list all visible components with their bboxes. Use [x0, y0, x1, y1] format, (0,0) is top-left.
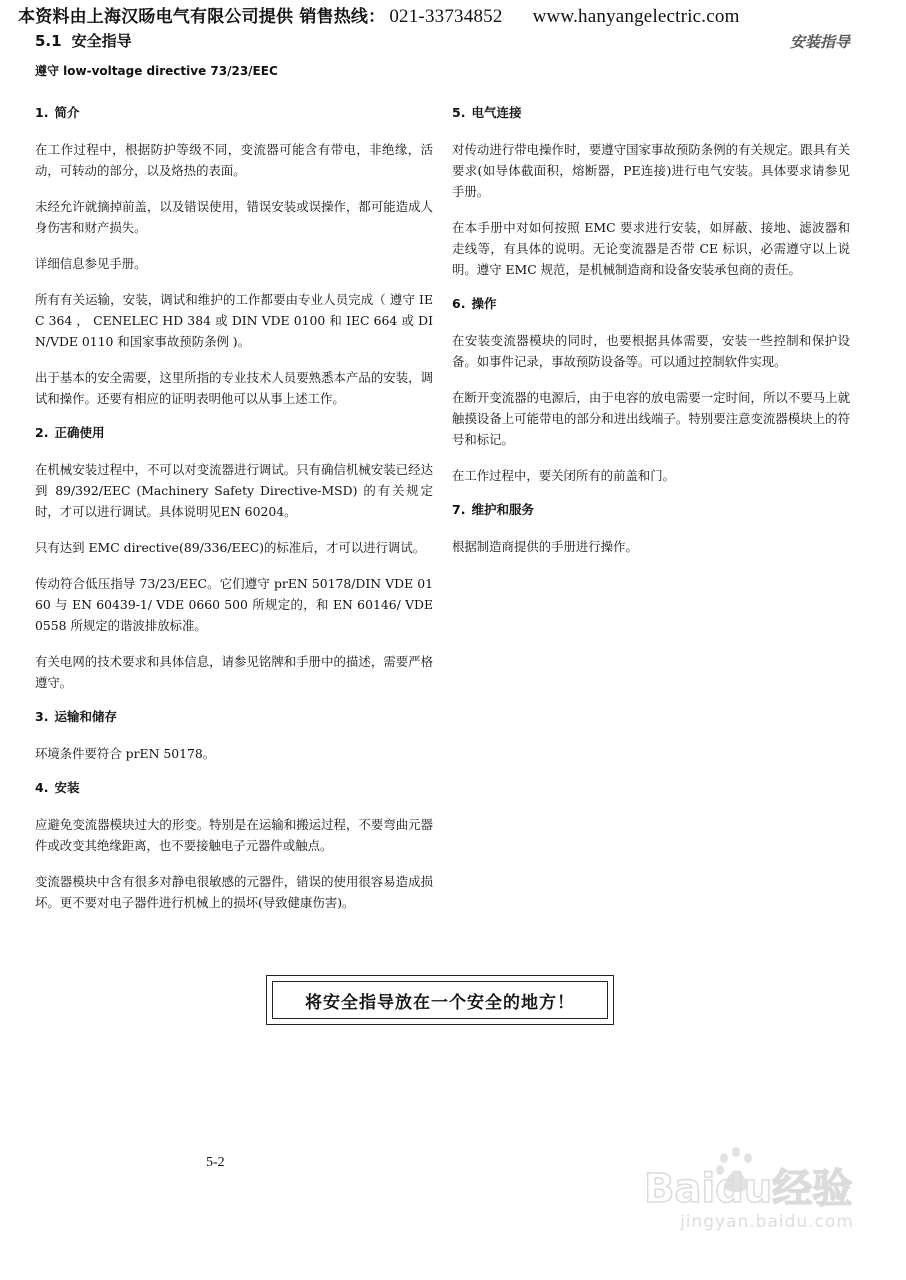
heading-text: 电气连接 — [471, 105, 522, 120]
section-title — [35, 30, 132, 51]
safety-notice-text: 将安全指导放在一个安全的地方！ — [272, 981, 608, 1019]
paragraph: 详细信息参见手册。 — [35, 256, 147, 271]
paragraph: 在机械安装过程中，不可以对变流器进行调试。只有确信机械安装已经达到 89/392/EEC (Machinery Safety Directive-MSD) 的有关规定时，才可以进行调试。具体说明见EN 60204。 — [35, 462, 433, 519]
paragraph: 只有达到 EMC directive(89/336/EEC)的标准后，才可以进行调试。 — [35, 540, 426, 555]
paragraph: 在本手册中对如何按照 EMC 要求进行安装，如屏蔽、接地、滤波器和走线等，有具体的说明。无论变流器是否带 CE 标识，必需遵守以上说明。遵守 EMC 规范，是机械制造商和设备安装承包商的责任。 — [452, 220, 850, 277]
top-banner — [18, 2, 888, 28]
paragraph: 在工作过程中，根据防护等级不同，变流器可能含有带电，非绝缘，活动，可转动的部分，以及烙热的表面。 — [35, 142, 433, 178]
heading-number: 3. — [35, 709, 49, 724]
heading-electrical-connection — [452, 104, 850, 122]
heading-introduction — [35, 104, 433, 122]
baidu-watermark — [640, 1140, 880, 1260]
paragraph: 在工作过程中，要关闭所有的前盖和门。 — [452, 468, 676, 483]
paragraph: 对传动进行带电操作时，要遵守国家事故预防条例的有关规定。跟具有关要求(如导体截面积，熔断器，PE连接)进行电气安装。具体要求请参见手册。 — [452, 142, 850, 199]
paragraph: 有关电网的技术要求和具体信息，请参见铭牌和手册中的描述，需要严格遵守。 — [35, 654, 433, 690]
banner-website: www.hanyangelectric.com — [532, 6, 740, 27]
heading-text: 正确使用 — [54, 425, 105, 440]
paragraph: 传动符合低压指导 73/23/EEC。它们遵守 prEN 50178/DIN VDE 0160 与 EN 60439-1/ VDE 0660 500 所规定的，和 EN 60146/ VDE 0558 所规定的谐波排放标准。 — [35, 576, 433, 633]
heading-text: 操作 — [471, 296, 497, 311]
heading-number: 6. — [452, 296, 466, 311]
heading-installation — [35, 779, 433, 797]
directive-line: 遵守 low-voltage directive 73/23/EEC — [35, 64, 278, 78]
heading-text: 安装 — [54, 780, 80, 795]
heading-number: 4. — [35, 780, 49, 795]
heading-maintenance-service — [452, 501, 850, 519]
section-number: 5.1 — [35, 32, 62, 50]
paragraph: 环境条件要符合 prEN 50178。 — [35, 746, 216, 761]
paragraph: 根据制造商提供的手册进行操作。 — [452, 539, 638, 554]
heading-transport-storage — [35, 708, 433, 726]
banner-text: 本资料由上海汉旸电气有限公司提供 销售热线： — [18, 7, 386, 27]
heading-correct-use — [35, 424, 433, 442]
paragraph: 变流器模块中含有很多对静电很敏感的元器件，错误的使用很容易造成损坏。更不要对电子器件进行机械上的损坏(导致健康伤害)。 — [35, 874, 433, 910]
heading-text: 简介 — [54, 105, 80, 120]
paragraph: 未经允许就摘掉前盖，以及错误使用，错误安装或误操作，都可能造成人身伤害和财产损失。 — [35, 199, 433, 235]
banner-phone: 021-33734852 — [389, 6, 503, 27]
baidu-logo-icon — [640, 1140, 880, 1215]
watermark-url: jingyan.baidu.com — [680, 1212, 854, 1232]
heading-number: 7. — [452, 502, 466, 517]
paragraph: 所有有关运输，安装，调试和维护的工作都要由专业人员完成（ 遵守 IEC 364 ， CENELEC HD 384 或 DIN VDE 0100 和 IEC 664 或 DIN/VDE 0110 和国家事故预防条例 )。 — [35, 292, 433, 349]
section-tag: 安装指导 — [789, 33, 850, 51]
heading-number: 5. — [452, 105, 466, 120]
safety-notice-box — [266, 975, 614, 1025]
paragraph: 出于基本的安全需要，这里所指的专业技术人员要熟悉本产品的安装，调试和操作。还要有相应的证明表明他可以从事上述工作。 — [35, 370, 433, 406]
section-title-text: 安全指导 — [71, 32, 132, 50]
heading-text: 运输和储存 — [54, 709, 117, 724]
paragraph: 在断开变流器的电源后，由于电容的放电需要一定时间，所以不要马上就触摸设备上可能带电的部分和进出线端子。特别要注意变流器模块上的符号和标记。 — [452, 390, 850, 447]
watermark-brand: Baidu经验 — [644, 1166, 853, 1212]
paragraph: 在安装变流器模块的同时，也要根据具体需要，安装一些控制和保护设备。如事件记录，事故预防设备等。可以通过控制软件实现。 — [452, 333, 850, 369]
heading-operation — [452, 295, 850, 313]
heading-number: 2. — [35, 425, 49, 440]
paragraph: 应避免变流器模块过大的形变。特别是在运输和搬运过程，不要弯曲元器件或改变其绝缘距离，也不要接触电子元器件或触点。 — [35, 817, 433, 853]
left-column — [35, 104, 433, 928]
heading-number: 1. — [35, 105, 49, 120]
page-number: 5-2 — [206, 1155, 225, 1170]
right-column — [452, 104, 850, 572]
heading-text: 维护和服务 — [471, 502, 534, 517]
